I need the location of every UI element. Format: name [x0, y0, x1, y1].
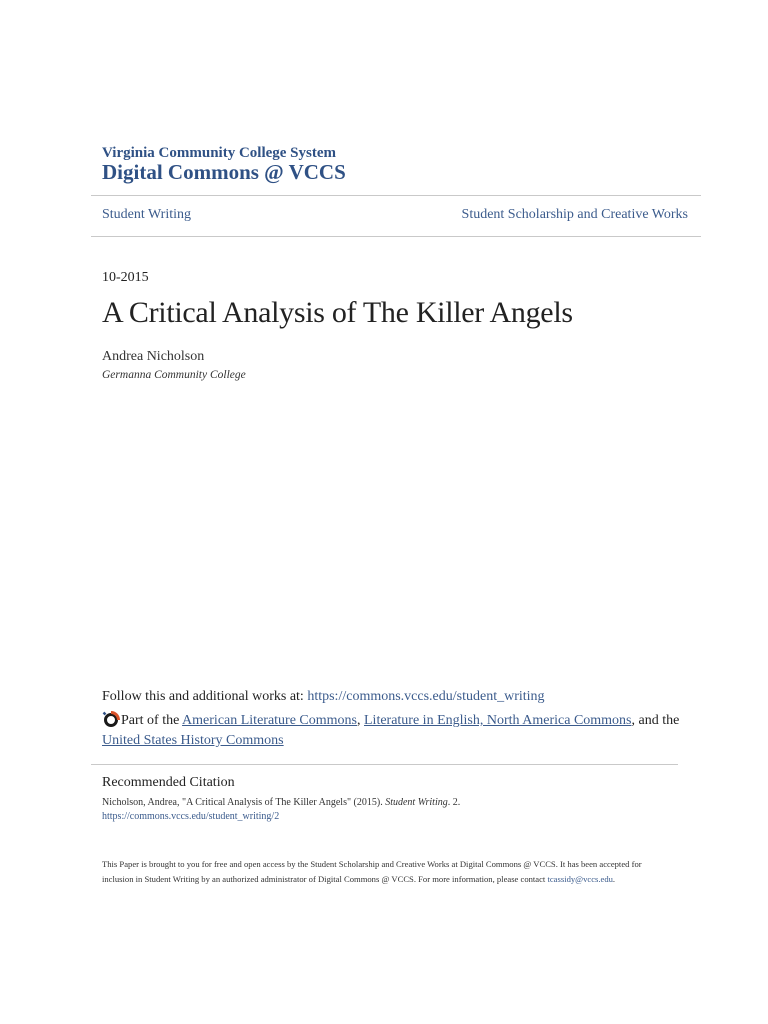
citation-series: Student Writing	[385, 797, 448, 808]
citation-text	[102, 797, 460, 808]
part-of-sep1: ,	[357, 713, 364, 728]
follow-line	[102, 689, 545, 705]
citation-before: Nicholson, Andrea, "A Critical Analysis of The Killer Angels" (2015).	[102, 797, 386, 808]
divider-top	[91, 195, 701, 196]
follow-label: Follow this and additional works at:	[102, 689, 308, 704]
part-of-prefix: Part of the	[121, 713, 183, 728]
literature-english-na-commons-link[interactable]: Literature in English, North America Commons	[364, 713, 632, 728]
nav-scholarship-link[interactable]: Student Scholarship and Creative Works	[461, 207, 688, 222]
citation-after: . 2.	[447, 797, 461, 808]
follow-link[interactable]: https://commons.vccs.edu/student_writing	[307, 689, 545, 704]
author-institution: Germanna Community College	[102, 369, 246, 381]
part-of-line	[102, 711, 692, 751]
org-name[interactable]: Virginia Community College System	[102, 145, 337, 161]
nav-student-writing-link[interactable]: Student Writing	[102, 207, 192, 222]
access-notice	[102, 857, 662, 887]
citation-link[interactable]: https://commons.vccs.edu/student_writing/2	[102, 811, 280, 822]
divider-nav	[91, 236, 701, 237]
divider-citation	[91, 764, 678, 765]
author-name: Andrea Nicholson	[102, 349, 205, 364]
publication-date: 10-2015	[102, 270, 149, 285]
citation-heading: Recommended Citation	[102, 775, 235, 790]
access-notice-text: This Paper is brought to you for free and open access by the Student Scholarship and Creative Works at Digital Commons @ VCCS. It has been accepted for inclusion in Student Writing by an authorized administrator of Digital Commons @ VCCS. For more information, please contact	[102, 859, 642, 884]
us-history-commons-link[interactable]: United States History Commons	[102, 733, 284, 748]
access-notice-end: .	[612, 874, 616, 884]
part-of-sep2: , and the	[631, 713, 680, 728]
network-icon	[102, 711, 120, 727]
american-literature-commons-link[interactable]: American Literature Commons	[182, 713, 357, 728]
contact-email-link[interactable]: tcassidy@vccs.edu	[547, 874, 613, 884]
paper-title: A Critical Analysis of The Killer Angels	[102, 296, 573, 329]
site-name[interactable]: Digital Commons @ VCCS	[102, 160, 346, 184]
